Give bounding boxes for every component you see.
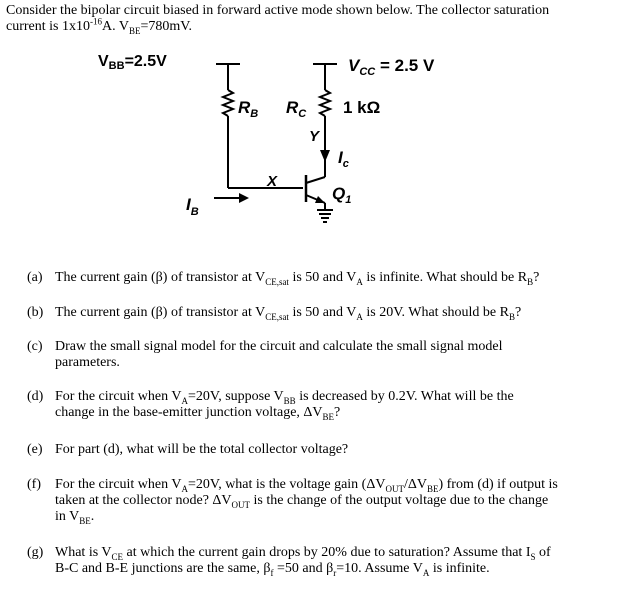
rc-label: $R_C$ xyxy=(286,98,307,120)
question-b: (b) The current gain (β) of transistor at $V_{CE,sat}$ is 50 and $V_A$ is 20V. What should be $R_B$? xyxy=(27,305,522,322)
vbb-label: VBB=2.5V xyxy=(98,53,167,72)
question-c: (c) Draw the small signal model for the circuit and calculate the small signal model parameters. xyxy=(27,339,503,370)
node-y: Y xyxy=(309,128,320,145)
vcc-label: $V_{CC} = 2.5$ V xyxy=(348,56,435,78)
question-a: (a) The current gain (β) of transistor at $V_{CE,sat}$ is 50 and $V_A$ is infinite. What should be $R_B$? xyxy=(27,270,540,287)
rc-value: 1 kΩ xyxy=(343,98,381,117)
question-g: (g) What is $V_{CE}$ at which the current gain drops by 20% due to saturation? Assume that $I_S$ of B-C and B-E junctions are the same, $\beta_f =50$ and $\beta_r=10$. Assume $V_A$ is infinite. xyxy=(27,545,551,578)
question-d: (d) For the circuit when $V_A=20V$, suppose $V_{BB}$ is decreased by 0.2V. What will be the change in the base-emitter junction voltage, $\Delta V_{BE}$? xyxy=(27,389,514,422)
rc-resistor xyxy=(320,90,330,116)
rb-resistor xyxy=(223,90,233,116)
q1-label: $Q_1$ xyxy=(332,184,352,206)
question-f: (f) For the circuit when $V_A=20V$, what is the voltage gain $(\Delta V_{OUT}/\Delta V_{BE})$ from (d) if output is taken at the collector node? $\Delta V_{OUT}$ is the change of the output voltage due to the change in $V_{BE}$. xyxy=(27,477,558,526)
node-x: X xyxy=(267,173,278,190)
ib-arrow xyxy=(239,193,249,203)
rb-label: $R_B$ xyxy=(238,98,259,120)
ic-label: $I_c$ xyxy=(338,148,349,170)
circuit-diagram xyxy=(0,42,625,252)
ic-arrow xyxy=(320,150,330,162)
question-e: (e) For part (d), what will be the total collector voltage? xyxy=(27,442,349,457)
ib-label: $I_B$ xyxy=(186,195,199,218)
intro-line1: Consider the bipolar circuit biased in forward active mode shown below. The collector saturation xyxy=(6,3,550,18)
problem-intro: Consider the bipolar circuit biased in forward active mode shown below. The collector saturation current is $1x10^{-16}A$. $V_{BE}=780mV$. xyxy=(6,3,550,36)
